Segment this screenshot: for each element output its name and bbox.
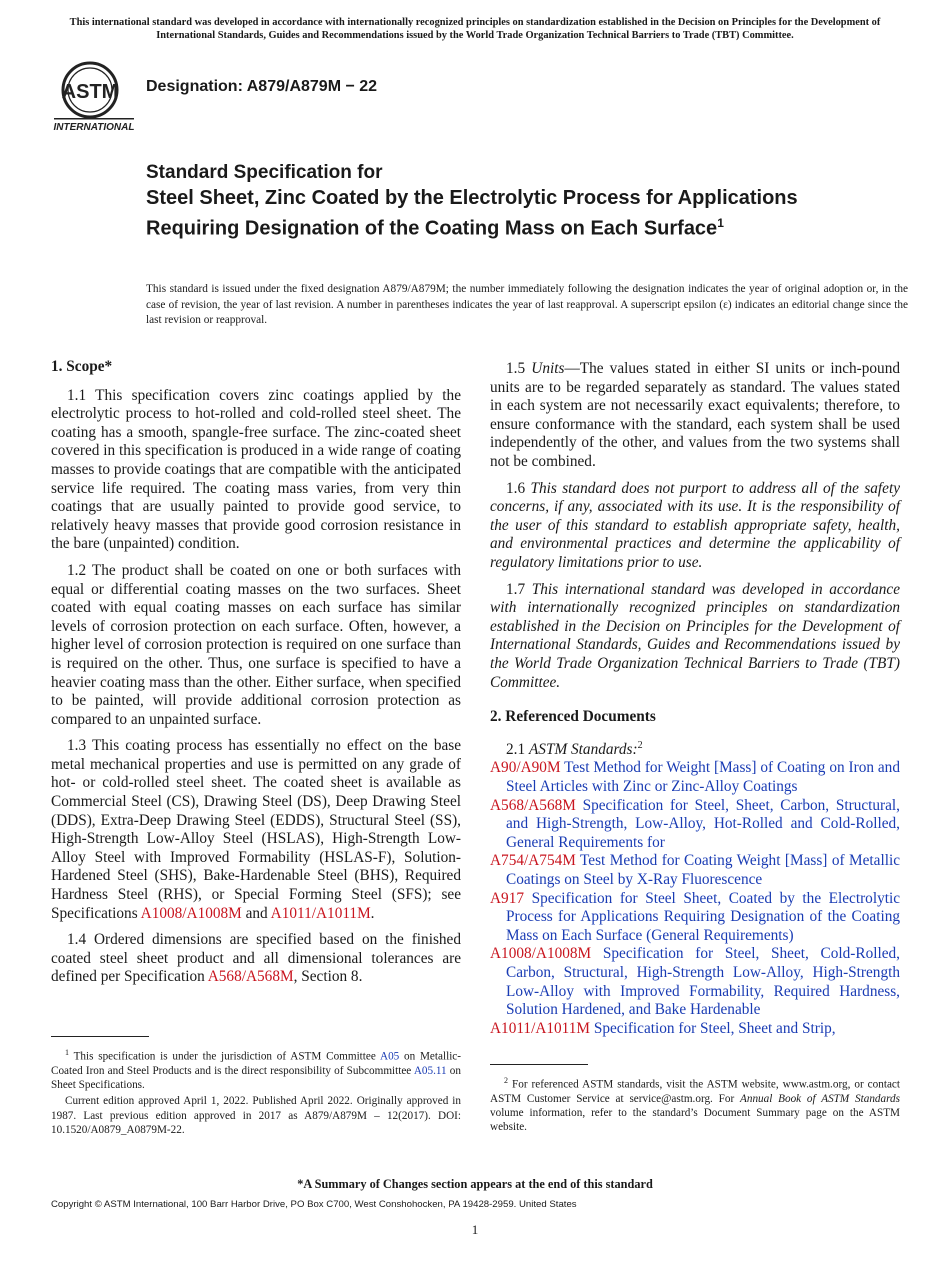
link-committee-a05[interactable]: A05 <box>379 1050 400 1063</box>
footnote-rule-left <box>51 1036 149 1037</box>
reference-list <box>490 759 900 1038</box>
scope-heading: 1. Scope* <box>51 358 113 375</box>
footnote-2-text-a: For referenced ASTM standards, visit the ASTM website, www.astm.org, or contact ASTM Customer Service at service@astm.org. For <box>490 1078 900 1105</box>
para-1-5 <box>490 360 900 472</box>
designation: Designation: A879/A879M − 22 <box>146 78 378 95</box>
reference-item <box>490 1020 900 1039</box>
reference-title-link[interactable]: Test Method for Weight [Mass] of Coating on Iron and Steel Articles with Zinc or Zinc-Alloy Coatings <box>506 759 900 795</box>
para-1-3-text: 1.3 This coating process has essentially no effect on the base metal mechanical properties and use is permitted on any grade of hot- or cold-rolled steel sheet. The coated sheet is available as Commercial Steel (CS), Drawing Steel (DS), Deep Drawing Steel (DDS), Extra-Deep Drawing Steel (EDDS), Structural Steel (SS), High-Strength Low-Alloy Steel (HSLAS), High-Strength Low-Alloy Steel with Improved Formability (HSLAS-F), Solution-Hardened Steel (SHS), Bake-Hardenable Steel (BHS), Required Hardness Steel (RHS), or Special Forming Steel (SFS); see Specifications <box>51 737 461 922</box>
summary-of-changes-note: *A Summary of Changes section appears at the end of this standard <box>297 1177 653 1191</box>
tbt-notice: This international standard was developed in accordance with internationally recognized principles on standardization established in the Decision on Principles for the Development of International Standards, Guides and Recommendations issued by the World Trade Organization Technical Barriers to Trade (TBT) Committee. <box>69 17 881 41</box>
para-1-1: 1.1 This specification covers zinc coatings applied by the electrolytic process to hot-rolled and cold-rolled steel sheet. The coating has a smooth, spangle-free surface. The zinc-coated sheet covered in this specification is produced in a wide range of coating masses to provide coatings that are compatible with the anticipated service life required. The coating mass varies, from very thin coatings that are usually painted to provide good service, to relatively heavy masses that provide good corrosion resistance in the bare (unpainted) condition. <box>51 386 461 553</box>
para-1-4-text: 1.4 Ordered dimensions are specified based on the finished coated steel sheet product and all dimensional tolerances are defined per Specification <box>51 931 461 986</box>
footnote-1-text-a: This specification is under the jurisdiction of ASTM Committee <box>69 1050 380 1063</box>
reference-title-link[interactable]: Specification for Steel, Sheet, Carbon, Structural, and High-Strength, Low-Alloy, Hot-Rolled and Cold-Rolled, General Requirements for <box>506 796 900 851</box>
para-1-6-num: 1.6 <box>506 479 531 497</box>
footnote-2-annual-book: Annual Book of ASTM Standards <box>740 1092 900 1105</box>
reference-title-link[interactable]: Specification for Steel, Sheet, Cold-Rolled, Carbon, Structural, High-Strength Low-Alloy, High-Strength Low-Alloy with Improved Formability, Required Hardness, Solution Hardened, and Bake Hardenable <box>506 945 901 1019</box>
reference-code-link[interactable]: A568/A568M <box>490 796 576 814</box>
para-1-5-text: —The values stated in either SI units or inch-pound units are to be regarded separately as standard. The values stated in each system are not necessarily exact equivalents; therefore, to ensure conformance with the standard, each system shall be used independently of the other, and values from the two systems shall not be combined. <box>490 360 900 470</box>
footnote-1-edition: Current edition approved April 1, 2022. Published April 2022. Originally approved in 1987. Last previous edition approved in 2017 as A879/A879M – 12(2017). DOI: 10.1520/A0879_A0879M-22. <box>51 1095 461 1136</box>
reference-title-link[interactable]: Specification for Steel, Sheet and Strip, <box>593 1019 836 1037</box>
svg-text:ASTM: ASTM <box>61 81 119 103</box>
reference-title-link[interactable]: Specification for Steel Sheet, Coated by the Electrolytic Process for Applications Requiring Designation of the Coating Mass on Each Surface (General Requirements) <box>506 889 901 944</box>
para-1-5-units: Units <box>531 360 565 377</box>
link-a1008[interactable]: A1008/A1008M <box>140 904 242 922</box>
para-1-7-num: 1.7 <box>506 580 532 598</box>
title-line1: Standard Specification for <box>146 162 383 183</box>
reference-code-link[interactable]: A917 <box>490 889 524 907</box>
issued-note: This standard is issued under the fixed designation A879/A879M; the number immediately following the designation indicates the year of original adoption or, in the case of revision, the year of last revision. A number in parentheses indicates the year of last reapproval. A superscript epsilon (ε) indicates an editorial change since the last revision or reapproval. <box>146 283 908 326</box>
astm-logo <box>52 58 136 134</box>
reference-item <box>490 797 900 853</box>
footnote-2-mark: 2 <box>504 1076 508 1085</box>
svg-text:INTERNATIONAL: INTERNATIONAL <box>53 122 135 133</box>
document-title <box>146 160 846 242</box>
para-2-1-num: 2.1 <box>506 740 529 758</box>
link-a568[interactable]: A568/A568M <box>207 968 294 986</box>
left-column <box>51 358 461 995</box>
para-1-3 <box>51 737 461 923</box>
right-column <box>490 360 900 1038</box>
para-2-1-footnote-mark[interactable]: 2 <box>637 739 643 751</box>
reference-code-link[interactable]: A754/A754M <box>490 852 576 870</box>
reference-code-link[interactable]: A1008/A1008M <box>490 945 592 963</box>
footnote-1 <box>51 1046 461 1139</box>
footnote-rule-right <box>490 1064 588 1065</box>
reference-item <box>490 945 900 1019</box>
footnote-1-mark: 1 <box>65 1048 69 1057</box>
para-1-6 <box>490 480 900 573</box>
para-1-6-text: This standard does not purport to address all of the safety concerns, if any, associated with its use. It is the responsibility of the user of this standard to establish appropriate safety, health, and environmental practices and determine the applicability of regulatory limitations prior to use. <box>490 479 901 571</box>
para-1-4-end: , Section 8. <box>293 968 363 986</box>
footnote-2 <box>490 1074 900 1137</box>
title-footnote-mark[interactable]: 1 <box>717 216 724 230</box>
copyright: Copyright © ASTM International, 100 Barr Harbor Drive, PO Box C700, West Conshohocken, PA 19428-2959. United States <box>51 1199 577 1210</box>
reference-item <box>490 852 900 889</box>
para-1-5-num: 1.5 <box>506 360 532 377</box>
para-1-2: 1.2 The product shall be coated on one or both surfaces with equal or differential coating masses on the two surfaces. Sheet coated with equal coating masses on each surface has similar levels of corrosion protection on each surface. Often, however, a higher level of corrosion protection is required on one surface than is required on the other. Thus, one surface is specified to have a heavier coating mass than the other. Either surface, when specified to be painted, will provide additional corrosion protection as compared to an unpainted surface. <box>51 561 461 728</box>
reference-item <box>490 759 900 796</box>
referenced-heading: 2. Referenced Documents <box>490 708 656 726</box>
para-1-7 <box>490 581 900 693</box>
reference-title-link[interactable]: Test Method for Coating Weight [Mass] of Metallic Coatings on Steel by X-Ray Fluorescence <box>506 852 900 888</box>
para-1-7-text: This international standard was developed in accordance with internationally recognized principles on standardization established in the Decision on Principles for the Development of International Standards, Guides and Recommendations issued by the World Trade Organization Technical Barriers to Trade (TBT) Committee. <box>490 580 900 691</box>
link-subcommittee-a05-11[interactable]: A05.11 <box>413 1064 447 1077</box>
para-2-1-label: ASTM Standards: <box>528 740 638 758</box>
footnote-1-text-c: on Sheet Specifications. <box>51 1064 461 1092</box>
reference-code-link[interactable]: A90/A90M <box>490 759 561 777</box>
para-1-3-end: . <box>370 904 375 922</box>
page-number: 1 <box>471 1222 479 1237</box>
footnote-2-text-b: volume information, refer to the standard’s Document Summary page on the ASTM website. <box>490 1107 900 1134</box>
reference-item <box>490 890 900 946</box>
title-main: Steel Sheet, Zinc Coated by the Electrolytic Process for Applications Requiring Designation of the Coating Mass on Each Surface <box>146 186 798 240</box>
reference-code-link[interactable]: A1011/A1011M <box>490 1019 590 1037</box>
para-1-3-and: and <box>241 904 271 922</box>
link-a1011[interactable]: A1011/A1011M <box>270 904 371 922</box>
para-1-4 <box>51 931 461 987</box>
para-2-1 <box>490 737 900 760</box>
footnote-1-text-b: on Metallic-Coated Iron and Steel Products and is the direct responsibility of Subcommittee <box>51 1050 461 1077</box>
